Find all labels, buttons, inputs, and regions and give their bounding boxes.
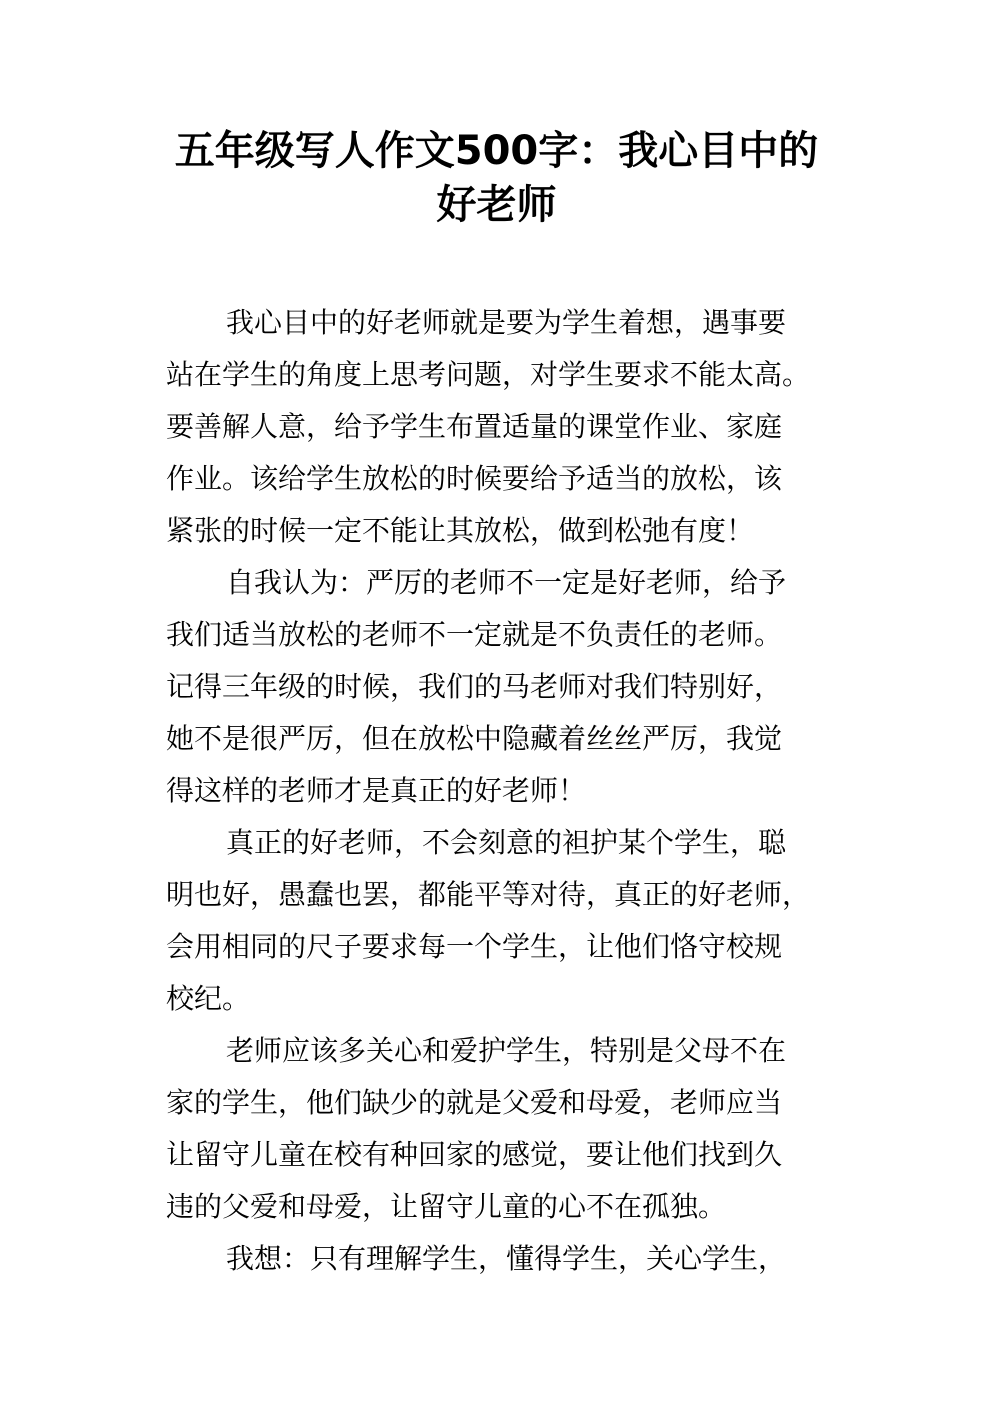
text-line: 站在学生的角度上思考问题，对学生要求不能太高。 xyxy=(166,358,811,391)
text-line: 得这样的老师才是真正的好老师！ xyxy=(166,774,587,807)
title-line-1: 五年级写人作文500字：我心目中的 xyxy=(174,128,819,174)
text-line: 我想：只有理解学生，懂得学生，关心学生， xyxy=(226,1242,787,1275)
text-line: 她不是很严厉，但在放松中隐藏着丝丝严厉，我觉 xyxy=(166,722,783,755)
text-line: 紧张的时候一定不能让其放松，做到松弛有度！ xyxy=(166,514,755,547)
document-body xyxy=(166,297,846,1285)
text-line: 校纪。 xyxy=(166,982,251,1015)
paragraph-4 xyxy=(166,1025,846,1233)
text-line: 真正的好老师，不会刻意的袒护某个学生，聪 xyxy=(226,826,787,859)
text-line: 要善解人意，给予学生布置适量的课堂作业、家庭 xyxy=(166,410,783,443)
paragraph-2 xyxy=(166,557,846,817)
text-line: 自我认为：严厉的老师不一定是好老师，给予 xyxy=(226,566,787,599)
title-line-2: 好老师 xyxy=(436,182,557,228)
text-line: 会用相同的尺子要求每一个学生，让他们恪守校规 xyxy=(166,930,783,963)
text-line: 我心目中的好老师就是要为学生着想，遇事要 xyxy=(226,306,787,339)
text-line: 作业。该给学生放松的时候要给予适当的放松，该 xyxy=(166,462,783,495)
text-line: 老师应该多关心和爱护学生，特别是父母不在 xyxy=(226,1034,787,1067)
paragraph-3 xyxy=(166,817,846,1025)
text-line: 我们适当放松的老师不一定就是不负责任的老师。 xyxy=(166,618,783,651)
text-line: 违的父爱和母爱，让留守儿童的心不在孤独。 xyxy=(166,1190,727,1223)
paragraph-5 xyxy=(166,1233,846,1285)
text-line: 让留守儿童在校有种回家的感觉，要让他们找到久 xyxy=(166,1138,783,1171)
text-line: 明也好，愚蠢也罢，都能平等对待，真正的好老师， xyxy=(166,878,811,911)
document-title xyxy=(0,124,993,232)
paragraph-1 xyxy=(166,297,846,557)
text-line: 家的学生，他们缺少的就是父爱和母爱，老师应当 xyxy=(166,1086,783,1119)
text-line: 记得三年级的时候，我们的马老师对我们特别好， xyxy=(166,670,783,703)
